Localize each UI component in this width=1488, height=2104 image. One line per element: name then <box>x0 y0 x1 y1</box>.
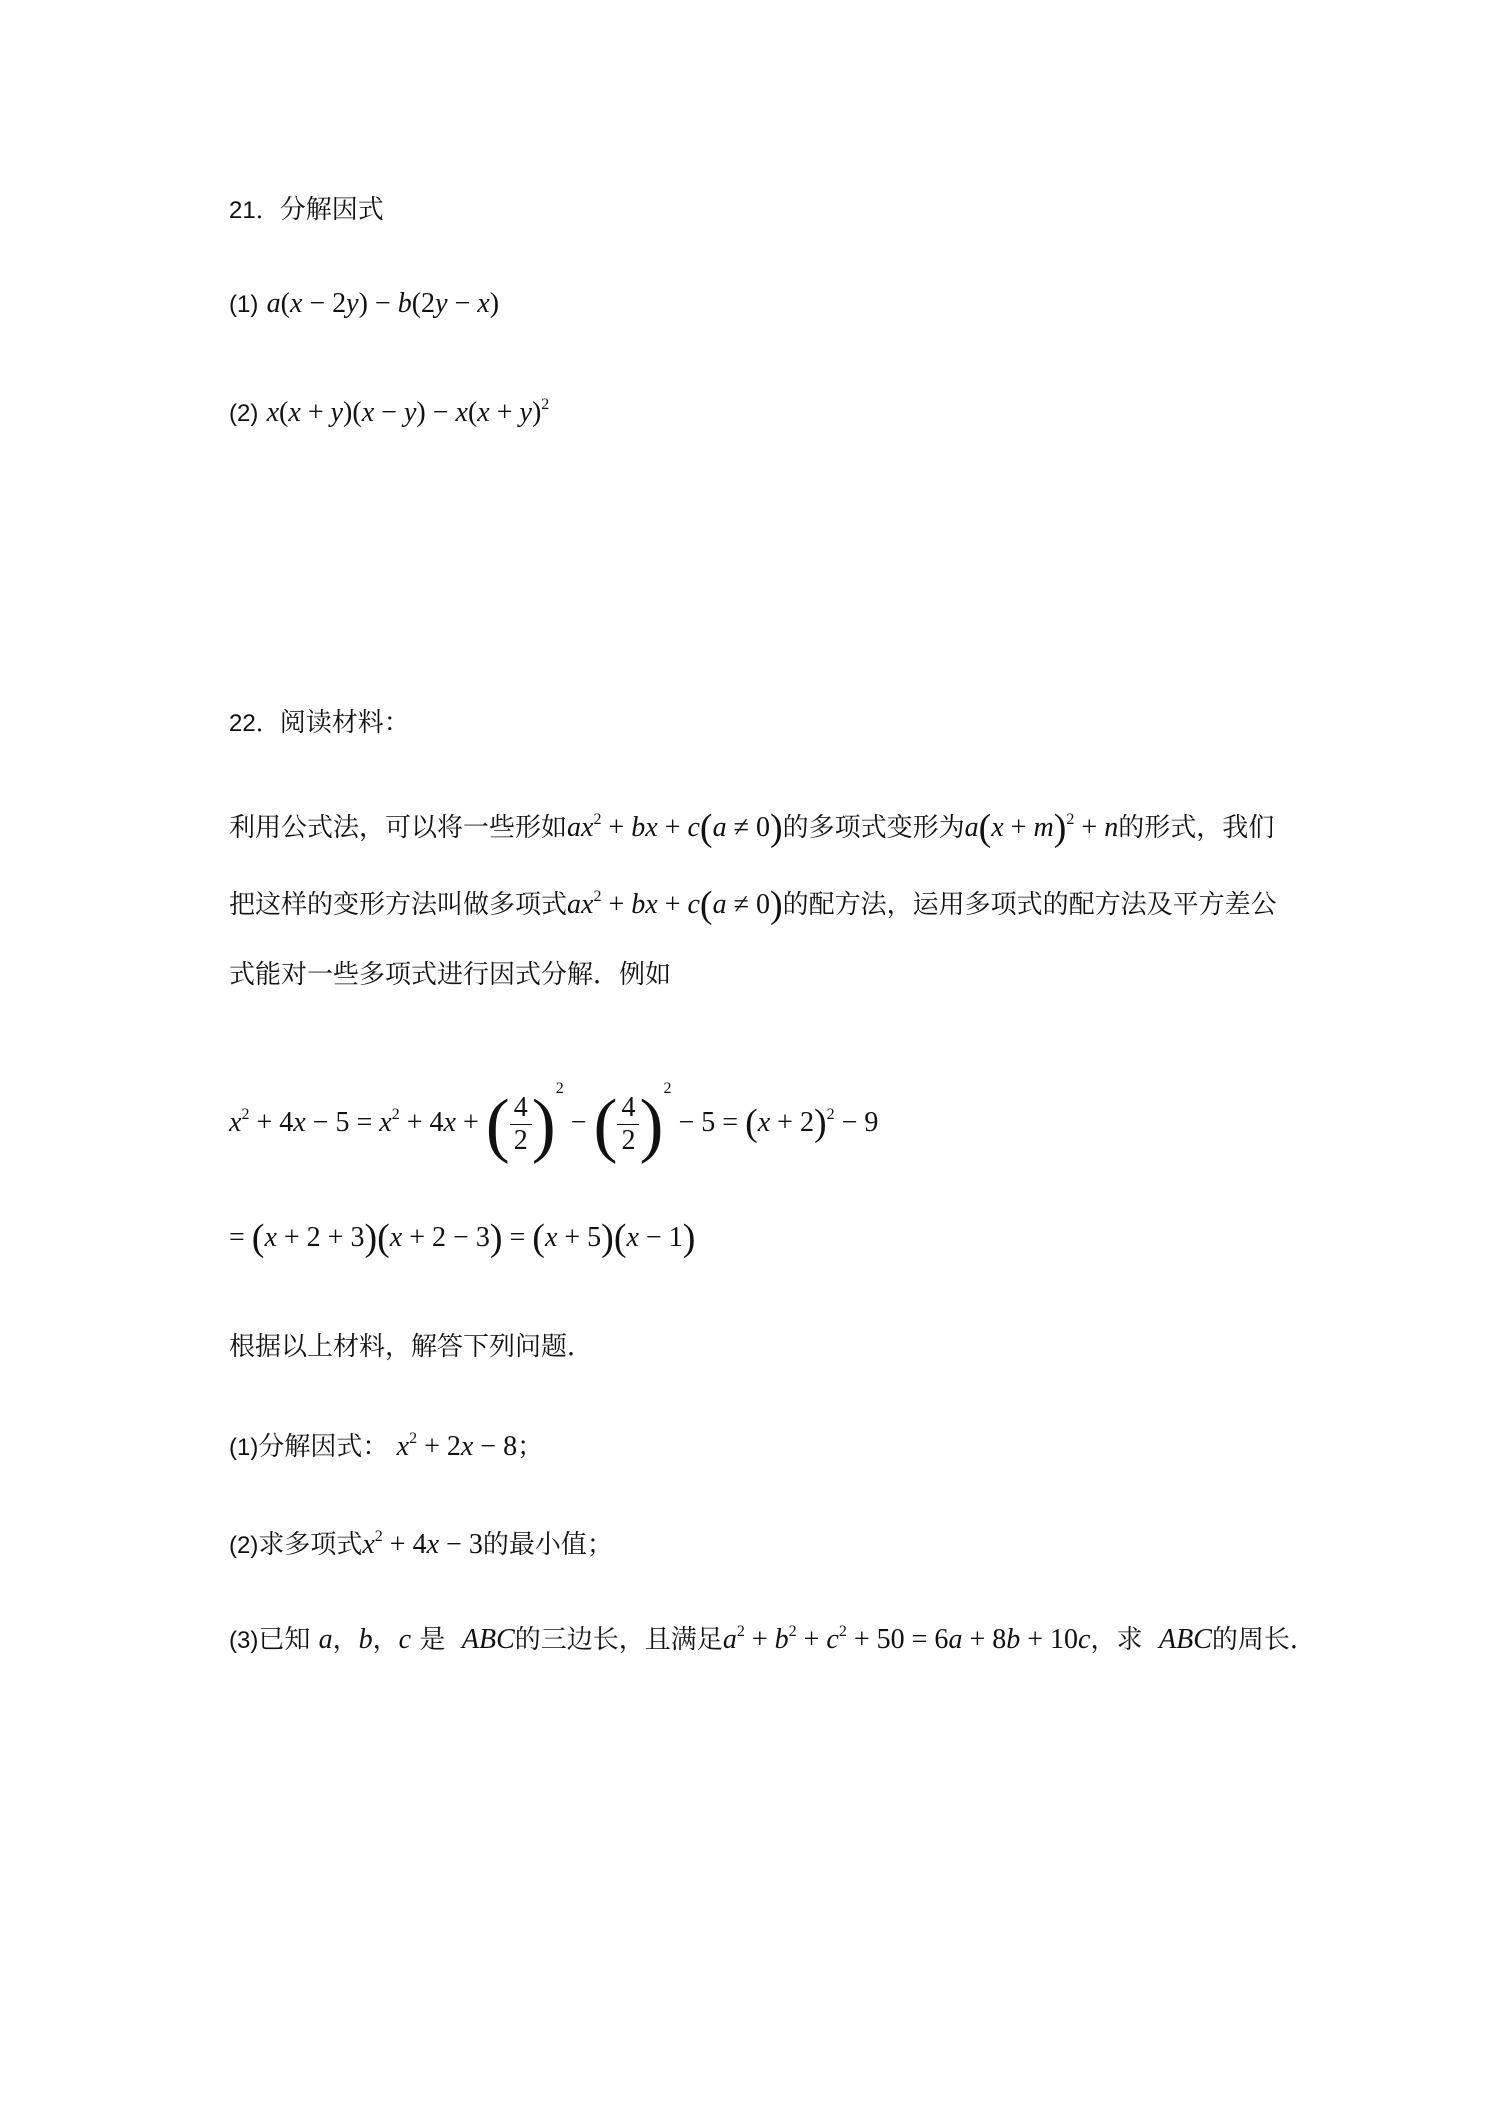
expression: $x^2 + 4x - 3$ <box>362 1528 483 1560</box>
q22-sub1: (1)分解因式： $x^2 + 2x - 8$； <box>229 1430 544 1462</box>
example-equation-1: $x^2 + 4x - 5 = x^2 + 4x$ + ( $\frac{4}{2}$ )$^2$ − ( $\frac{4}{2}$ )$^2 - 5 = (x + 2)^2 - 9$ <box>229 1080 879 1165</box>
triangle-name: ABC <box>461 1624 515 1655</box>
q22-sub2: (2)求多项式$x^2 + 4x - 3$的最小值； <box>229 1528 613 1560</box>
expression: a(x − 2y) − b(2y − x) <box>266 288 500 319</box>
expression: $a^2 + b^2 + c^2 + 50 = 6a + 8b + 10c$ <box>722 1623 1091 1655</box>
part-label: (2) <box>229 400 259 427</box>
triangle-name: ABC <box>1159 1624 1212 1655</box>
q22-sub3: (3)已知 a，b，c 是 ABC的三边长，且满足$a^2 + b^2 + c^2 + 50 = 6a + 8b + 10c$，求 ABC的周长． <box>229 1623 1316 1655</box>
question-number: 21． <box>229 197 280 224</box>
q21-heading <box>229 190 1259 231</box>
q22-intro-line3: 式能对一些多项式进行因式分解．例如 <box>229 960 672 990</box>
question-number: 22． <box>229 710 280 737</box>
expression: $ax^2$ + bx + c(a ≠ 0) <box>567 884 783 926</box>
part-label: (1) <box>229 291 259 318</box>
question-title: 分解因式 <box>279 195 384 225</box>
q21-part2 <box>229 393 1259 434</box>
example-equation-2: = (x + 2 + 3)(x + 2 − 3) = (x + 5)(x − 1) <box>229 1217 696 1259</box>
q22-outro: 根据以上材料，解答下列问题． <box>229 1332 594 1362</box>
expression: $x(x + y)(x - y) - x(x + y)^2$ <box>266 396 550 428</box>
part-label: (1) <box>229 1434 259 1461</box>
part-label: (2) <box>229 1532 259 1559</box>
expression: $x^2 + 2x - 8$ <box>396 1430 518 1462</box>
expression: $ax^2$ + bx + c(a ≠ 0) <box>567 807 783 849</box>
part-label: (3) <box>229 1627 259 1654</box>
q22-intro-line1: 利用公式法，可以将一些形如$ax^2$ + bx + c(a ≠ 0)的多项式变形为$a(x + m)^2 + n$的形式，我们 <box>229 807 1275 849</box>
question-title: 阅读材料： <box>279 708 410 738</box>
expression: $a(x + m)^2 + n$ <box>964 807 1119 849</box>
q21-part1 <box>229 284 1259 325</box>
q22-heading <box>229 703 1259 744</box>
q22-intro-line2: 把这样的变形方法叫做多项式$ax^2$ + bx + c(a ≠ 0)的配方法，运用多项式的配方法及平方差公 <box>229 884 1277 926</box>
